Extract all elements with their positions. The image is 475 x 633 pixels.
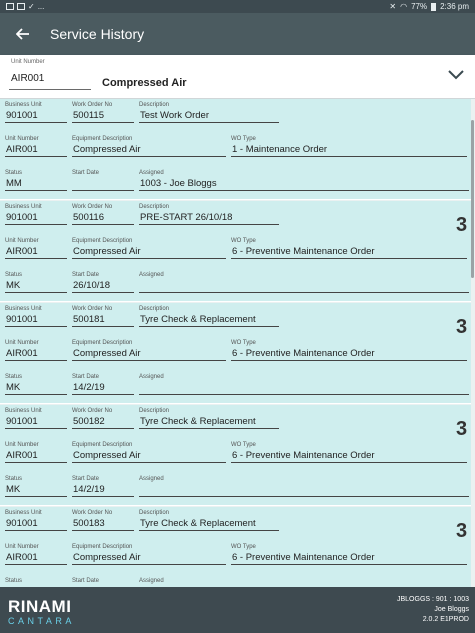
unit-number-field xyxy=(5,238,67,259)
work-order-no-value: 500181 xyxy=(72,314,134,327)
page-title: Service History xyxy=(50,26,145,42)
work-order-no-label: Work Order No xyxy=(72,204,113,210)
start-date-field xyxy=(72,374,134,395)
image-icon xyxy=(6,3,14,10)
app-bar xyxy=(0,13,475,55)
wo-type-label: WO Type xyxy=(231,238,256,244)
arrow-left-icon xyxy=(16,28,30,40)
business-unit-label: Business Unit xyxy=(5,306,42,312)
assigned-value xyxy=(139,280,469,293)
unit-number-label: Unit Number xyxy=(11,59,45,65)
footer xyxy=(0,587,475,633)
business-unit-value: 901001 xyxy=(5,314,67,327)
start-date-field xyxy=(72,578,134,587)
unit-number-field xyxy=(5,340,67,361)
logo-bottom-text: CANTARA xyxy=(8,616,75,626)
assigned-field xyxy=(139,578,469,587)
equipment-description-value: Compressed Air xyxy=(72,450,226,463)
status-label: Status xyxy=(5,578,23,584)
work-order-no-label: Work Order No xyxy=(72,408,113,414)
business-unit-label: Business Unit xyxy=(5,408,42,414)
wo-type-label: WO Type xyxy=(231,340,256,346)
wo-type-label: WO Type xyxy=(231,544,256,550)
unit-number-label: Unit Number xyxy=(5,136,39,142)
count-badge: 3 xyxy=(456,316,468,338)
equipment-description-label: Equipment Description xyxy=(72,442,133,448)
equipment-description-label: Equipment Description xyxy=(72,136,133,142)
unit-number-value: AIR001 xyxy=(5,552,67,565)
description-field xyxy=(139,204,279,225)
business-unit-label: Business Unit xyxy=(5,204,42,210)
unit-selector xyxy=(0,55,475,99)
start-date-value: 14/2/19 xyxy=(72,382,134,395)
business-unit-label: Business Unit xyxy=(5,102,42,108)
clock: 2:36 pm xyxy=(440,2,469,11)
assigned-label: Assigned xyxy=(139,170,164,176)
description-value: Tyre Check & Replacement xyxy=(139,314,279,327)
work-order-no-field xyxy=(72,204,134,225)
unit-number-label: Unit Number xyxy=(5,238,39,244)
assigned-label: Assigned xyxy=(139,374,164,380)
unit-number-field xyxy=(5,544,67,565)
wo-type-value: 6 - Preventive Maintenance Order xyxy=(231,450,467,463)
unit-number-label: Unit Number xyxy=(5,544,39,550)
wo-type-label: WO Type xyxy=(231,136,256,142)
equipment-description-field xyxy=(72,238,226,259)
wo-type-field xyxy=(231,544,467,565)
description-field xyxy=(139,408,279,429)
unit-number-input[interactable]: AIR001 xyxy=(9,70,91,90)
grid-icon xyxy=(17,3,25,10)
logo xyxy=(8,597,75,626)
work-order-no-label: Work Order No xyxy=(72,510,113,516)
business-unit-field xyxy=(5,510,67,531)
equipment-description-field xyxy=(72,544,226,565)
business-unit-value: 901001 xyxy=(5,212,67,225)
chevron-down-icon xyxy=(446,68,466,82)
equipment-description-value: Compressed Air xyxy=(72,144,226,157)
business-unit-field xyxy=(5,408,67,429)
unit-number-label: Unit Number xyxy=(5,340,39,346)
work-order-no-label: Work Order No xyxy=(72,306,113,312)
equipment-description-label: Equipment Description xyxy=(72,238,133,244)
status-field xyxy=(5,476,67,497)
session-info xyxy=(397,595,469,625)
app-version: 2.0.2 E1PROD xyxy=(422,616,469,623)
work-order-card[interactable] xyxy=(0,99,471,200)
unit-number-value: AIR001 xyxy=(5,246,67,259)
status-label: Status xyxy=(5,374,23,380)
equipment-description-label: Equipment Description xyxy=(72,340,133,346)
status-label: Status xyxy=(5,476,23,482)
wifi-icon: ◠ xyxy=(400,2,408,11)
start-date-label: Start Date xyxy=(72,272,100,278)
assigned-field xyxy=(139,272,469,293)
status-value: MK xyxy=(5,280,67,293)
description-field xyxy=(139,306,279,327)
logo-top-text: RINAMI xyxy=(8,597,72,616)
battery-icon xyxy=(431,3,436,11)
start-date-value: 14/2/19 xyxy=(72,484,134,497)
equipment-description-field xyxy=(72,340,226,361)
equipment-description-field xyxy=(72,136,226,157)
user-name: Joe Bloggs xyxy=(434,606,469,613)
business-unit-value: 901001 xyxy=(5,416,67,429)
status-label: Status xyxy=(5,272,23,278)
status-value: MM xyxy=(5,178,67,191)
status-bar xyxy=(0,0,475,13)
unit-number-value: AIR001 xyxy=(5,144,67,157)
description-value: Tyre Check & Replacement xyxy=(139,518,279,531)
wo-type-field xyxy=(231,136,467,157)
count-badge: 3 xyxy=(456,520,468,542)
business-unit-field xyxy=(5,102,67,123)
check-icon: ✓ xyxy=(28,2,35,11)
description-label: Description xyxy=(139,408,170,414)
mute-icon: ✕ xyxy=(389,2,397,11)
start-date-value xyxy=(72,178,134,191)
description-label: Description xyxy=(139,510,170,516)
business-unit-field xyxy=(5,204,67,225)
scrollbar[interactable] xyxy=(471,120,474,278)
status-field xyxy=(5,272,67,293)
session-id: JBLOGGS : 901 : 1003 xyxy=(397,596,469,603)
work-order-no-label: Work Order No xyxy=(72,102,113,108)
equipment-description-value: Compressed Air xyxy=(72,348,226,361)
count-badge: 3 xyxy=(456,418,468,440)
description-field xyxy=(139,510,279,531)
unit-number-field xyxy=(5,442,67,463)
battery-level: 77% xyxy=(411,2,428,11)
start-date-label: Start Date xyxy=(72,170,100,176)
description-value: Tyre Check & Replacement xyxy=(139,416,279,429)
equipment-description-label: Equipment Description xyxy=(72,544,133,550)
unit-number-label: Unit Number xyxy=(5,442,39,448)
equipment-description-value: Compressed Air xyxy=(72,552,226,565)
work-order-card[interactable] xyxy=(0,405,471,506)
work-order-no-value: 500182 xyxy=(72,416,134,429)
work-order-no-value: 500183 xyxy=(72,518,134,531)
work-order-card[interactable] xyxy=(0,507,471,587)
assigned-value xyxy=(139,382,469,395)
description-label: Description xyxy=(139,306,170,312)
equipment-description-field xyxy=(72,442,226,463)
work-order-no-value: 500116 xyxy=(72,212,134,225)
assigned-field xyxy=(139,170,469,191)
start-date-label: Start Date xyxy=(72,374,100,380)
work-order-no-field xyxy=(72,306,134,327)
work-order-no-value: 500115 xyxy=(72,110,134,123)
unit-description: Compressed Air xyxy=(102,77,187,89)
status-value: MK xyxy=(5,382,67,395)
wo-type-field xyxy=(231,238,467,259)
status-field xyxy=(5,578,67,587)
assigned-value: 1003 - Joe Bloggs xyxy=(139,178,469,191)
work-order-card[interactable] xyxy=(0,303,471,404)
status-field xyxy=(5,170,67,191)
unit-number-value: AIR001 xyxy=(5,450,67,463)
work-order-card[interactable] xyxy=(0,201,471,302)
assigned-label: Assigned xyxy=(139,272,164,278)
wo-type-value: 6 - Preventive Maintenance Order xyxy=(231,246,467,259)
description-label: Description xyxy=(139,102,170,108)
wo-type-field xyxy=(231,340,467,361)
work-order-no-field xyxy=(72,408,134,429)
unit-number-value: AIR001 xyxy=(5,348,67,361)
assigned-value xyxy=(139,484,469,497)
work-order-no-field xyxy=(72,510,134,531)
business-unit-value: 901001 xyxy=(5,518,67,531)
start-date-label: Start Date xyxy=(72,578,100,584)
description-label: Description xyxy=(139,204,170,210)
wo-type-value: 1 - Maintenance Order xyxy=(231,144,467,157)
unit-number-field xyxy=(5,136,67,157)
start-date-label: Start Date xyxy=(72,476,100,482)
description-value: PRE-START 26/10/18 xyxy=(139,212,279,225)
assigned-label: Assigned xyxy=(139,476,164,482)
start-date-field xyxy=(72,170,134,191)
work-order-no-field xyxy=(72,102,134,123)
description-field xyxy=(139,102,279,123)
description-value: Test Work Order xyxy=(139,110,279,123)
wo-type-value: 6 - Preventive Maintenance Order xyxy=(231,348,467,361)
wo-type-value: 6 - Preventive Maintenance Order xyxy=(231,552,467,565)
count-badge: 3 xyxy=(456,214,468,236)
back-button[interactable] xyxy=(12,23,34,45)
expand-button[interactable] xyxy=(446,68,466,82)
business-unit-value: 901001 xyxy=(5,110,67,123)
work-order-list[interactable] xyxy=(0,99,475,587)
status-label: Status xyxy=(5,170,23,176)
equipment-description-value: Compressed Air xyxy=(72,246,226,259)
assigned-field xyxy=(139,374,469,395)
wo-type-field xyxy=(231,442,467,463)
status-value: MK xyxy=(5,484,67,497)
status-more: ... xyxy=(37,2,45,11)
wo-type-label: WO Type xyxy=(231,442,256,448)
start-date-field xyxy=(72,476,134,497)
assigned-label: Assigned xyxy=(139,578,164,584)
business-unit-field xyxy=(5,306,67,327)
status-field xyxy=(5,374,67,395)
start-date-value: 26/10/18 xyxy=(72,280,134,293)
start-date-field xyxy=(72,272,134,293)
business-unit-label: Business Unit xyxy=(5,510,42,516)
assigned-field xyxy=(139,476,469,497)
